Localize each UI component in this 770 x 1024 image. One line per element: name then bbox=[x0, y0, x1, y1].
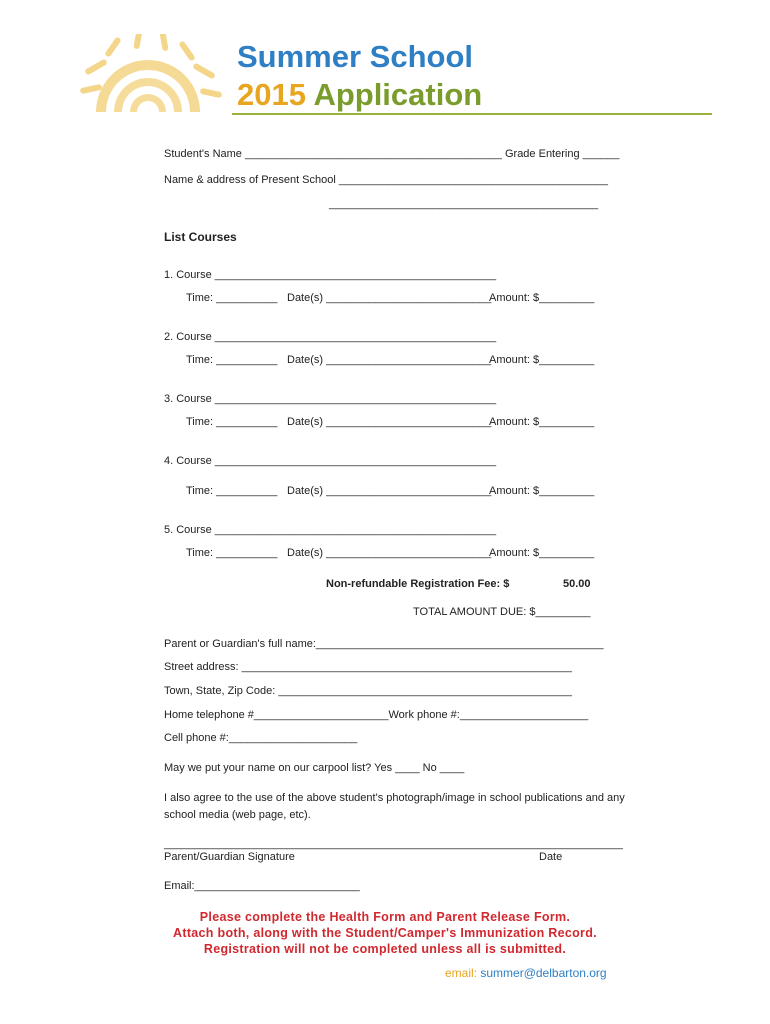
course-field[interactable]: 4. Course ______________________________________________ bbox=[164, 455, 497, 467]
dates-field[interactable]: Date(s) ___________________________ bbox=[287, 547, 492, 559]
course-field[interactable]: 1. Course ______________________________________________ bbox=[164, 269, 497, 281]
page-title-line1: Summer School bbox=[237, 39, 473, 74]
registration-fee-label: Non-refundable Registration Fee: $ bbox=[326, 578, 510, 590]
list-courses-heading: List Courses bbox=[164, 230, 237, 244]
amount-field[interactable]: Amount: $_________ bbox=[489, 547, 595, 559]
title-year: 2015 bbox=[237, 77, 306, 112]
dates-field[interactable]: Date(s) ___________________________ bbox=[287, 485, 492, 497]
footer-email-label: email: bbox=[445, 966, 478, 980]
time-field[interactable]: Time: __________ bbox=[186, 485, 278, 497]
photo-consent-line2: school media (web page, etc). bbox=[164, 809, 311, 821]
email-field[interactable]: Email:___________________________ bbox=[164, 880, 360, 892]
notice-line3: Registration will not be completed unless all is submitted. bbox=[203, 942, 567, 956]
footer-email[interactable] bbox=[445, 966, 607, 980]
date-label: Date bbox=[539, 851, 563, 863]
town-state-zip-field[interactable]: Town, State, Zip Code: ________________________________________________ bbox=[164, 685, 572, 697]
student-name-field[interactable]: Student's Name __________________________________________ Grade Entering ______ bbox=[164, 148, 620, 160]
amount-field[interactable]: Amount: $_________ bbox=[489, 292, 595, 304]
time-field[interactable]: Time: __________ bbox=[186, 354, 278, 366]
title-divider bbox=[232, 113, 712, 115]
sun-logo-icon bbox=[78, 34, 228, 116]
present-school-field-line2[interactable]: ____________________________________________ bbox=[329, 198, 599, 210]
photo-consent-line1: I also agree to the use of the above student's photograph/image in school publications and any bbox=[164, 792, 625, 804]
notice-line1: Please complete the Health Form and Parent Release Form. bbox=[199, 910, 571, 924]
phone-fields[interactable]: Home telephone #______________________Work phone #:_____________________ bbox=[164, 709, 589, 721]
carpool-question[interactable]: May we put your name on our carpool list? Yes ____ No ____ bbox=[164, 762, 465, 774]
guardian-name-field[interactable]: Parent or Guardian's full name:_______________________________________________ bbox=[164, 638, 604, 650]
total-amount-field[interactable]: TOTAL AMOUNT DUE: $_________ bbox=[413, 606, 591, 618]
present-school-field[interactable]: Name & address of Present School ____________________________________________ bbox=[164, 174, 609, 186]
registration-fee-value: 50.00 bbox=[563, 578, 591, 590]
amount-field[interactable]: Amount: $_________ bbox=[489, 485, 595, 497]
street-address-field[interactable]: Street address: ______________________________________________________ bbox=[164, 661, 573, 673]
notice-line2: Attach both, along with the Student/Camper's Immunization Record. bbox=[173, 926, 597, 940]
title-word: Application bbox=[313, 77, 483, 112]
course-field[interactable]: 2. Course ______________________________________________ bbox=[164, 331, 497, 343]
course-field[interactable]: 5. Course ______________________________________________ bbox=[164, 524, 497, 536]
cell-phone-field[interactable]: Cell phone #:_____________________ bbox=[164, 732, 358, 744]
time-field[interactable]: Time: __________ bbox=[186, 547, 278, 559]
time-field[interactable]: Time: __________ bbox=[186, 292, 278, 304]
course-field[interactable]: 3. Course ______________________________________________ bbox=[164, 393, 497, 405]
dates-field[interactable]: Date(s) ___________________________ bbox=[287, 416, 492, 428]
amount-field[interactable]: Amount: $_________ bbox=[489, 416, 595, 428]
amount-field[interactable]: Amount: $_________ bbox=[489, 354, 595, 366]
signature-line[interactable]: ___________________________________________________________________________ bbox=[164, 838, 623, 850]
time-field[interactable]: Time: __________ bbox=[186, 416, 278, 428]
page-title-line2 bbox=[237, 78, 482, 112]
footer-email-link[interactable]: summer@delbarton.org bbox=[480, 966, 607, 980]
dates-field[interactable]: Date(s) ___________________________ bbox=[287, 354, 492, 366]
signature-label: Parent/Guardian Signature bbox=[164, 851, 295, 863]
dates-field[interactable]: Date(s) ___________________________ bbox=[287, 292, 492, 304]
